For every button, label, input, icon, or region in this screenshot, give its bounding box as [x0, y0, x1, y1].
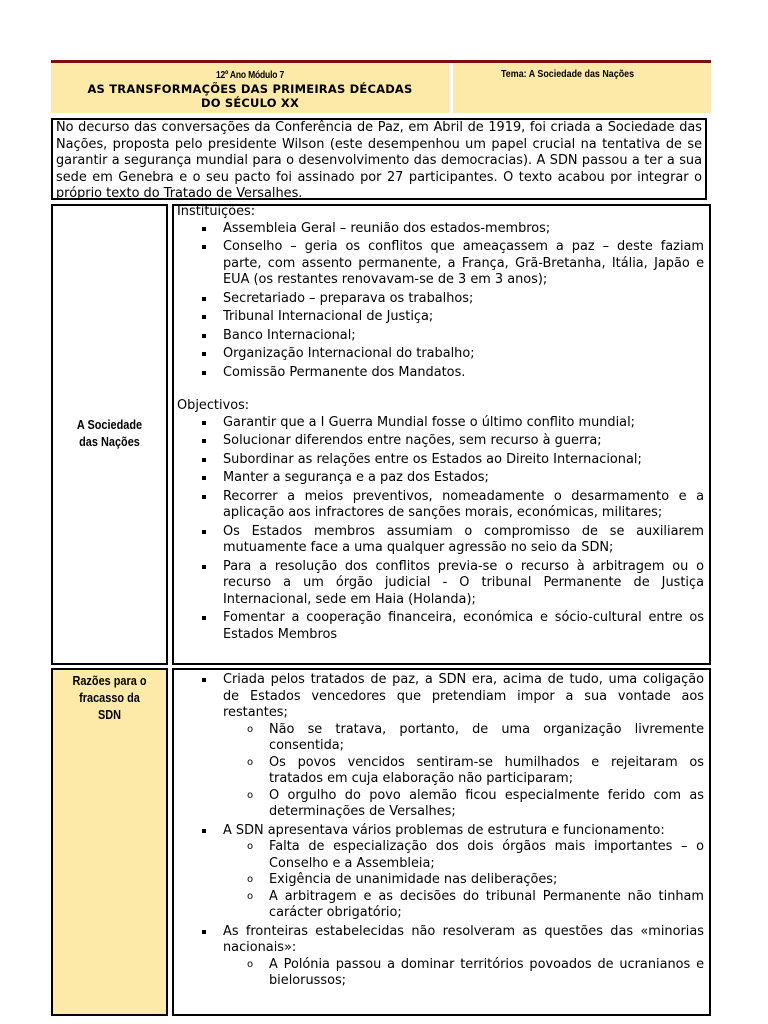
- sub-list: [223, 722, 704, 821]
- list-item-text: As fronteiras estabelecidas não resolveram as questões das «minorias nacionais»:: [223, 923, 704, 955]
- sub-list-item: o Exigência de unanimidade nas deliberações;: [269, 872, 704, 889]
- sub-list: [223, 839, 704, 922]
- list-item: Solucionar diferendos entre nações, sem recurso à guerra;: [223, 433, 704, 450]
- list-item-text: A SDN apresentava vários problemas de estrutura e funcionamento:: [223, 822, 665, 838]
- row-label-line: A Sociedade: [76, 417, 143, 432]
- sub-list-item: o O orgulho do povo alemão ficou especialmente ferido com as determinações de Versalhes;: [269, 788, 704, 821]
- table-row-fracasso: [51, 668, 711, 1016]
- list-item: Para a resolução dos conflitos previa-se o recurso à arbitragem ou o recurso a um órgão judicial - O tribunal Permanente de Justiça Internacional, sede em Haia (Holanda);: [223, 558, 704, 607]
- fracasso-list: [177, 672, 704, 990]
- row-label-line: das Nações: [79, 434, 140, 449]
- header-title-line1: AS TRANSFORMAÇÕES DAS PRIMEIRAS DÉCADAS: [87, 82, 413, 96]
- row-label-line: SDN: [97, 707, 122, 722]
- sub-list: [223, 957, 704, 990]
- list-item: Garantir que a I Guerra Mundial fosse o último conflito mundial;: [223, 415, 704, 432]
- objectivos-list: [177, 415, 704, 644]
- sub-list-item: o Falta de especialização dos dois órgãos mais importantes – o Conselho e a Assembleia;: [269, 839, 704, 872]
- instituicoes-heading: Instituições:: [177, 204, 256, 219]
- list-item: [223, 823, 704, 922]
- list-item: Comissão Permanente dos Mandatos.: [223, 365, 704, 382]
- instituicoes-list: [177, 221, 704, 382]
- row-label-sociedade: [51, 204, 168, 665]
- list-item: Recorrer a meios preventivos, nomeadamente o desarmamento e a aplicação aos infractores de sanções morais, económicas, militares;: [223, 488, 704, 520]
- intro-paragraph: No decurso das conversações da Conferência de Paz, em Abril de 1919, foi criada a Sociedade das Nações, proposta pelo presidente Wilson (este desempenhou um papel crucial na tentativa de se garantir a segurança mundial para o desenvolvimento das democracias). A SDN passou a ter a sua sede em Genebra e o seu pacto foi assinado por 27 participantes. O texto acabou por integrar o próprio texto do Tratado de Versalhes.: [51, 118, 707, 200]
- row-content-fracasso: [172, 668, 711, 1016]
- list-item: Banco Internacional;: [223, 328, 704, 345]
- list-item: Manter a segurança e a paz dos Estados;: [223, 470, 704, 487]
- list-item: Fomentar a cooperação financeira, económica e sócio-cultural entre os Estados Membros: [223, 610, 704, 642]
- table-row-sociedade: [51, 204, 711, 665]
- objectivos-heading: Objectivos:: [177, 398, 250, 413]
- list-item: Secretariado – preparava os trabalhos;: [223, 291, 704, 308]
- theme-label: Tema: A Sociedade das Nações: [501, 68, 635, 80]
- list-item: Subordinar as relações entre os Estados ao Direito Internacional;: [223, 452, 704, 469]
- document-header: [51, 63, 711, 115]
- row-label-line: Razões para o: [72, 673, 147, 688]
- list-item: [223, 924, 704, 990]
- list-item: Tribunal Internacional de Justiça;: [223, 309, 704, 326]
- module-label: 12º Ano Módulo 7: [215, 70, 285, 81]
- list-item: Organização Internacional do trabalho;: [223, 346, 704, 363]
- list-item: Os Estados membros assumiam o compromisso de se auxiliarem mutuamente face a uma qualquer agressão no seio da SDN;: [223, 523, 704, 555]
- row-content-sociedade: [172, 204, 711, 665]
- row-label-fracasso: [51, 668, 168, 1016]
- list-item: [223, 672, 704, 821]
- header-title-cell: [51, 63, 449, 113]
- sub-list-item: o A Polónia passou a dominar territórios povoados de ucranianos e bielorussos;: [269, 957, 704, 990]
- header-theme-cell: [453, 63, 711, 113]
- list-item: Conselho – geria os conflitos que ameaçassem a paz – deste faziam parte, com assento permanente, a França, Grã-Bretanha, Itália, Japão e EUA (os restantes renovavam-se de 3 em 3 anos);: [223, 239, 704, 287]
- header-title-line2: DO SÉCULO XX: [200, 96, 300, 110]
- sub-list-item: o Não se tratava, portanto, de uma organização livremente consentida;: [269, 722, 704, 755]
- sub-list-item: o A arbitragem e as decisões do tribunal Permanente não tinham carácter obrigatório;: [269, 889, 704, 922]
- sub-list-item: o Os povos vencidos sentiram-se humilhados e rejeitaram os tratados em cuja elaboração não participaram;: [269, 755, 704, 788]
- list-item: Assembleia Geral – reunião dos estados-membros;: [223, 221, 704, 238]
- list-item-text: Criada pelos tratados de paz, a SDN era, acima de tudo, uma coligação de Estados vencedores que pretendiam impor a sua vontade aos restantes;: [223, 672, 704, 720]
- row-label-line: fracasso da: [79, 690, 140, 705]
